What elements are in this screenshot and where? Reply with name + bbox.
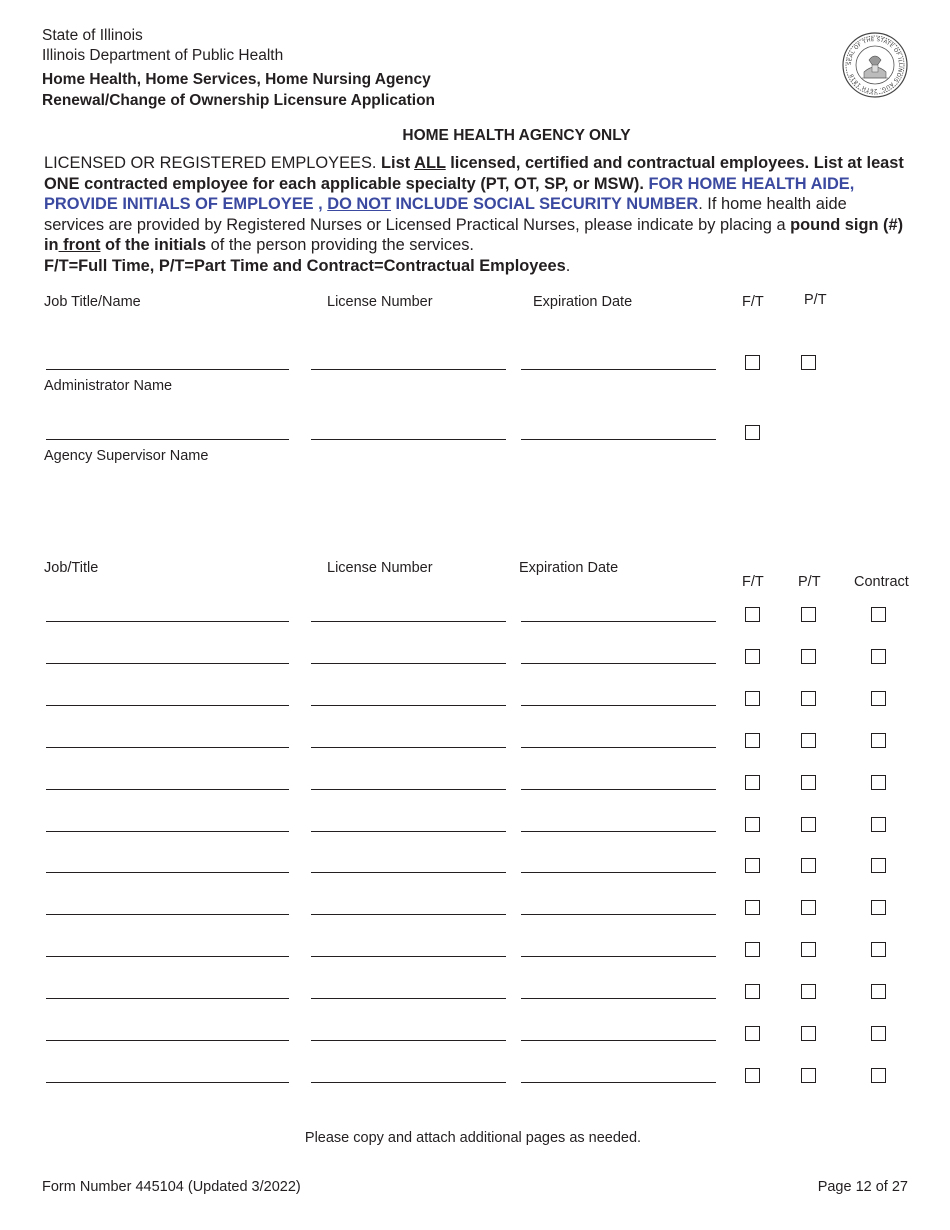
employee-ft-checkbox[interactable] <box>745 942 760 957</box>
employee-job-title-field[interactable] <box>46 956 289 957</box>
employee-ft-checkbox[interactable] <box>745 817 760 832</box>
employee-pt-checkbox[interactable] <box>801 691 816 706</box>
col-header-ft-2: F/T <box>742 574 764 590</box>
instructions-person: of the person providing the services. <box>206 236 474 254</box>
instructions-front: front <box>58 236 101 254</box>
employee-contract-checkbox[interactable] <box>871 942 886 957</box>
state-seal-logo <box>842 32 908 98</box>
employee-expiration-field[interactable] <box>521 956 716 957</box>
col-header-job-title-name: Job Title/Name <box>44 294 141 310</box>
employee-expiration-field[interactable] <box>521 621 716 622</box>
employee-pt-checkbox[interactable] <box>801 817 816 832</box>
administrator-name-field[interactable] <box>46 369 289 370</box>
col-header-pt: P/T <box>804 292 827 308</box>
form-title-line1: Home Health, Home Services, Home Nursing Agency <box>42 71 431 88</box>
svg-text:SEAL OF THE STATE OF ILLINOIS: SEAL OF THE STATE OF ILLINOIS AUG. 26TH 1818 <box>846 36 904 94</box>
instructions-do-not: DO NOT <box>327 195 391 213</box>
form-title-line2: Renewal/Change of Ownership Licensure Application <box>42 92 436 109</box>
employee-contract-checkbox[interactable] <box>871 775 886 790</box>
employee-contract-checkbox[interactable] <box>871 984 886 999</box>
employee-pt-checkbox[interactable] <box>801 1068 816 1083</box>
instructions-initials: of the initials <box>100 236 207 254</box>
employee-license-field[interactable] <box>311 872 506 873</box>
col-header-license-number-2: License Number <box>327 560 433 576</box>
employee-pt-checkbox[interactable] <box>801 942 816 957</box>
page-number: Page 12 of 27 <box>817 1179 908 1195</box>
employee-pt-checkbox[interactable] <box>801 607 816 622</box>
section-title: HOME HEALTH AGENCY ONLY <box>402 127 631 144</box>
employee-contract-checkbox[interactable] <box>871 649 886 664</box>
employee-job-title-field[interactable] <box>46 1040 289 1041</box>
employee-ft-checkbox[interactable] <box>745 1026 760 1041</box>
supervisor-name-field[interactable] <box>46 439 289 440</box>
employee-ft-checkbox[interactable] <box>745 900 760 915</box>
employee-contract-checkbox[interactable] <box>871 733 886 748</box>
department-name: Illinois Department of Public Health <box>42 47 284 64</box>
employee-pt-checkbox[interactable] <box>801 649 816 664</box>
employee-license-field[interactable] <box>311 705 506 706</box>
employee-pt-checkbox[interactable] <box>801 775 816 790</box>
employee-ft-checkbox[interactable] <box>745 984 760 999</box>
employee-job-title-field[interactable] <box>46 998 289 999</box>
employee-job-title-field[interactable] <box>46 621 289 622</box>
supervisor-ft-checkbox[interactable] <box>745 425 760 440</box>
employee-license-field[interactable] <box>311 831 506 832</box>
employee-job-title-field[interactable] <box>46 705 289 706</box>
instructions-list: List <box>381 154 415 172</box>
form-number: Form Number 445104 (Updated 3/2022) <box>42 1179 301 1195</box>
col-header-expiration-date-2: Expiration Date <box>519 560 619 576</box>
instructions-rn-lpn: . If home health aide services are provided by Registered Nurses or Licensed Practical Nurses, please indicate by placing a <box>44 195 847 234</box>
employee-license-field[interactable] <box>311 998 506 999</box>
employee-ft-checkbox[interactable] <box>745 775 760 790</box>
employee-license-field[interactable] <box>311 621 506 622</box>
employee-license-field[interactable] <box>311 747 506 748</box>
employee-pt-checkbox[interactable] <box>801 1026 816 1041</box>
employee-expiration-field[interactable] <box>521 1040 716 1041</box>
instructions-pound-sign: pound sign (#) in <box>44 215 904 254</box>
col-header-pt-2: P/T <box>798 574 821 590</box>
col-header-job-title: Job/Title <box>44 560 99 576</box>
employee-contract-checkbox[interactable] <box>871 900 886 915</box>
col-header-license-number: License Number <box>327 294 433 310</box>
employee-contract-checkbox[interactable] <box>871 817 886 832</box>
administrator-name-label: Administrator Name <box>44 378 173 394</box>
footer-note: Please copy and attach additional pages as needed. <box>304 1130 642 1146</box>
employee-license-field[interactable] <box>311 789 506 790</box>
instructions-aide: FOR HOME HEALTH AIDE, PROVIDE INITIALS OF EMPLOYEE , <box>44 174 855 213</box>
instructions-paragraph <box>44 153 904 276</box>
employee-job-title-field[interactable] <box>46 914 289 915</box>
employee-ft-checkbox[interactable] <box>745 691 760 706</box>
instructions-legend: F/T=Full Time, P/T=Part Time and Contract=Contractual Employees <box>44 256 566 275</box>
employee-license-field[interactable] <box>311 1040 506 1041</box>
employee-license-field[interactable] <box>311 663 506 664</box>
supervisor-name-label: Agency Supervisor Name <box>44 448 209 464</box>
instructions-ssn: INCLUDE SOCIAL SECURITY NUMBER <box>390 195 699 213</box>
employee-expiration-field[interactable] <box>521 705 716 706</box>
employee-license-field[interactable] <box>311 1082 506 1083</box>
employee-job-title-field[interactable] <box>46 872 289 873</box>
instructions-lead: LICENSED OR REGISTERED EMPLOYEES. <box>44 154 382 172</box>
employee-expiration-field[interactable] <box>521 663 716 664</box>
employee-expiration-field[interactable] <box>521 747 716 748</box>
employee-ft-checkbox[interactable] <box>745 1068 760 1083</box>
employee-contract-checkbox[interactable] <box>871 607 886 622</box>
employee-contract-checkbox[interactable] <box>871 1026 886 1041</box>
administrator-expiration-field[interactable] <box>521 369 716 370</box>
supervisor-license-field[interactable] <box>311 439 506 440</box>
employee-pt-checkbox[interactable] <box>801 984 816 999</box>
employee-ft-checkbox[interactable] <box>745 649 760 664</box>
employee-expiration-field[interactable] <box>521 831 716 832</box>
employee-expiration-field[interactable] <box>521 872 716 873</box>
col-header-contract: Contract <box>854 574 909 590</box>
administrator-ft-checkbox[interactable] <box>745 355 760 370</box>
state-name: State of Illinois <box>42 27 143 44</box>
employee-ft-checkbox[interactable] <box>745 607 760 622</box>
administrator-license-field[interactable] <box>311 369 506 370</box>
employee-contract-checkbox[interactable] <box>871 1068 886 1083</box>
col-header-ft: F/T <box>742 294 764 310</box>
employee-ft-checkbox[interactable] <box>745 858 760 873</box>
employee-contract-checkbox[interactable] <box>871 691 886 706</box>
employee-pt-checkbox[interactable] <box>801 900 816 915</box>
administrator-pt-checkbox[interactable] <box>801 355 816 370</box>
employee-expiration-field[interactable] <box>521 789 716 790</box>
employee-ft-checkbox[interactable] <box>745 733 760 748</box>
employee-pt-checkbox[interactable] <box>801 858 816 873</box>
employee-job-title-field[interactable] <box>46 1082 289 1083</box>
employee-job-title-field[interactable] <box>46 663 289 664</box>
employee-job-title-field[interactable] <box>46 789 289 790</box>
instructions-all: ALL <box>414 154 446 172</box>
employee-expiration-field[interactable] <box>521 1082 716 1083</box>
instructions-period: . <box>565 256 571 275</box>
employee-job-title-field[interactable] <box>46 747 289 748</box>
employee-license-field[interactable] <box>311 956 506 957</box>
supervisor-expiration-field[interactable] <box>521 439 716 440</box>
instructions-specialty: licensed, certified and contractual employees. List at least ONE contracted employee for each applicable specialty (PT, OT, SP, or MSW). <box>44 154 904 193</box>
employee-license-field[interactable] <box>311 914 506 915</box>
employee-expiration-field[interactable] <box>521 998 716 999</box>
employee-contract-checkbox[interactable] <box>871 858 886 873</box>
employee-pt-checkbox[interactable] <box>801 733 816 748</box>
employee-expiration-field[interactable] <box>521 914 716 915</box>
employee-job-title-field[interactable] <box>46 831 289 832</box>
col-header-expiration-date: Expiration Date <box>533 294 633 310</box>
